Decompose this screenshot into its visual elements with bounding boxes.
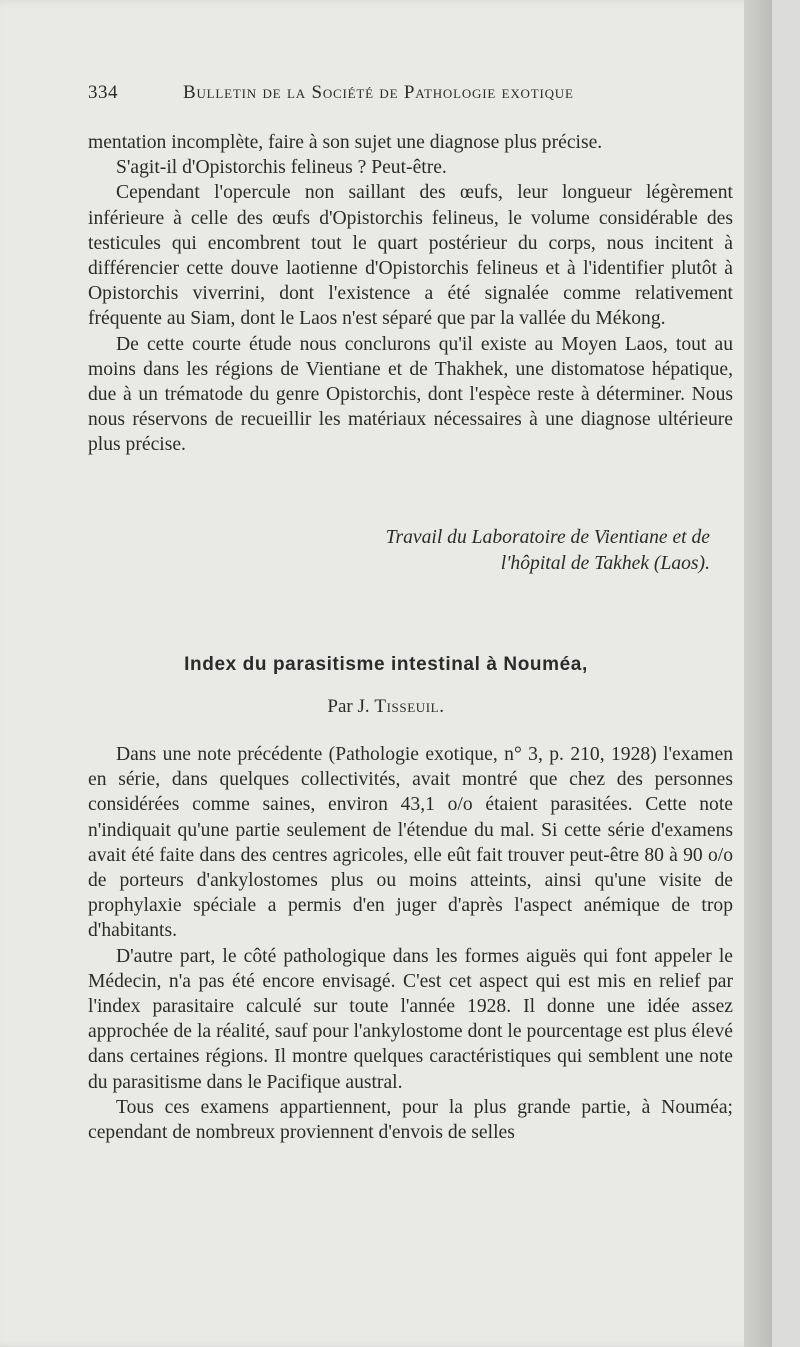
paragraph: Cependant l'opercule non saillant des œufs, leur longueur légèrement inférieure à celle des œufs d'Opistorchis felineus, le volume considérable des testicules qui encombrent tout le quart postérieur du corps, nous incitent à différencier cette douve laotienne d'Opistorchis felineus et à l'identifier plutôt à Opistorchis viverrini, dont l'existence a été signalée comme relativement fréquente au Siam, dont le Laos n'est séparé que par la vallée du Mékong. <box>88 182 733 330</box>
byline <box>0 696 772 718</box>
paragraph: Dans une note précédente (Pathologie exotique, n° 3, p. 210, 1928) l'examen en série, dans quelques collectivités, avait montré que chez des personnes considérées comme saines, environ 43,1 o/o étaient parasitées. Cette note n'indiquait qu'une partie seulement de l'étendue du mal. Si cette série d'examens avait été faite dans des centres agricoles, elle eût fait trouver peut-être 80 à 90 o/o de porteurs d'ankylostomes plus ou moins atteints, ainsi qu'une visite de prophylaxie spéciale a permis d'en juger d'après l'aspect anémique de trop d'habitants. <box>88 744 733 942</box>
article-title: Index du parasitisme intestinal à Nouméa, <box>184 654 588 675</box>
running-title: Bulletin de la Société de Pathologie exotique <box>183 82 574 103</box>
signature-line-1: Travail du Laboratoire de Vientiane et de <box>385 527 710 548</box>
text-block-1 <box>88 130 733 458</box>
paragraph: mentation incomplète, faire à son sujet une diagnose plus précise. <box>88 132 603 153</box>
paragraph: S'agit-il d'Opistorchis felineus ? Peut-être. <box>116 157 447 179</box>
author-name: Tisseuil. <box>374 696 445 717</box>
page-number: 334 <box>88 82 118 103</box>
paragraph: Tous ces examens appartiennent, pour la plus grande partie, à Nouméa; cependant de nombreux proviennent d'envois de selles <box>88 1096 733 1144</box>
signature-line-2: l'hôpital de Takhek (Laos). <box>500 553 710 574</box>
byline-prefix: Par J. <box>327 696 370 717</box>
running-header <box>88 82 738 104</box>
paragraph: De cette courte étude nous conclurons qu'il existe au Moyen Laos, tout au moins dans les régions de Vientiane et de Thakhek, une distomatose hépatique, due à un trématode du genre Opistorchis, dont l'espèce reste à déterminer. Nous nous réservons de recueillir les matériaux nécessaires à une diagnose ultérieure plus précise. <box>88 333 733 456</box>
text-block-2 <box>88 742 733 1145</box>
paragraph: D'autre part, le côté pathologique dans les formes aiguës qui font appeler le Médecin, n'a pas été encore envisagé. C'est cet aspect qui est mis en relief par l'index parasitaire calculé sur toute l'année 1928. Il donne une idée assez approchée de la réalité, sauf pour l'ankylostome dont le pourcentage est plus élevé dans certaines régions. Il montre quelques caractéristiques qui semblent une note du parasitisme dans le Pacifique austral. <box>88 945 733 1093</box>
